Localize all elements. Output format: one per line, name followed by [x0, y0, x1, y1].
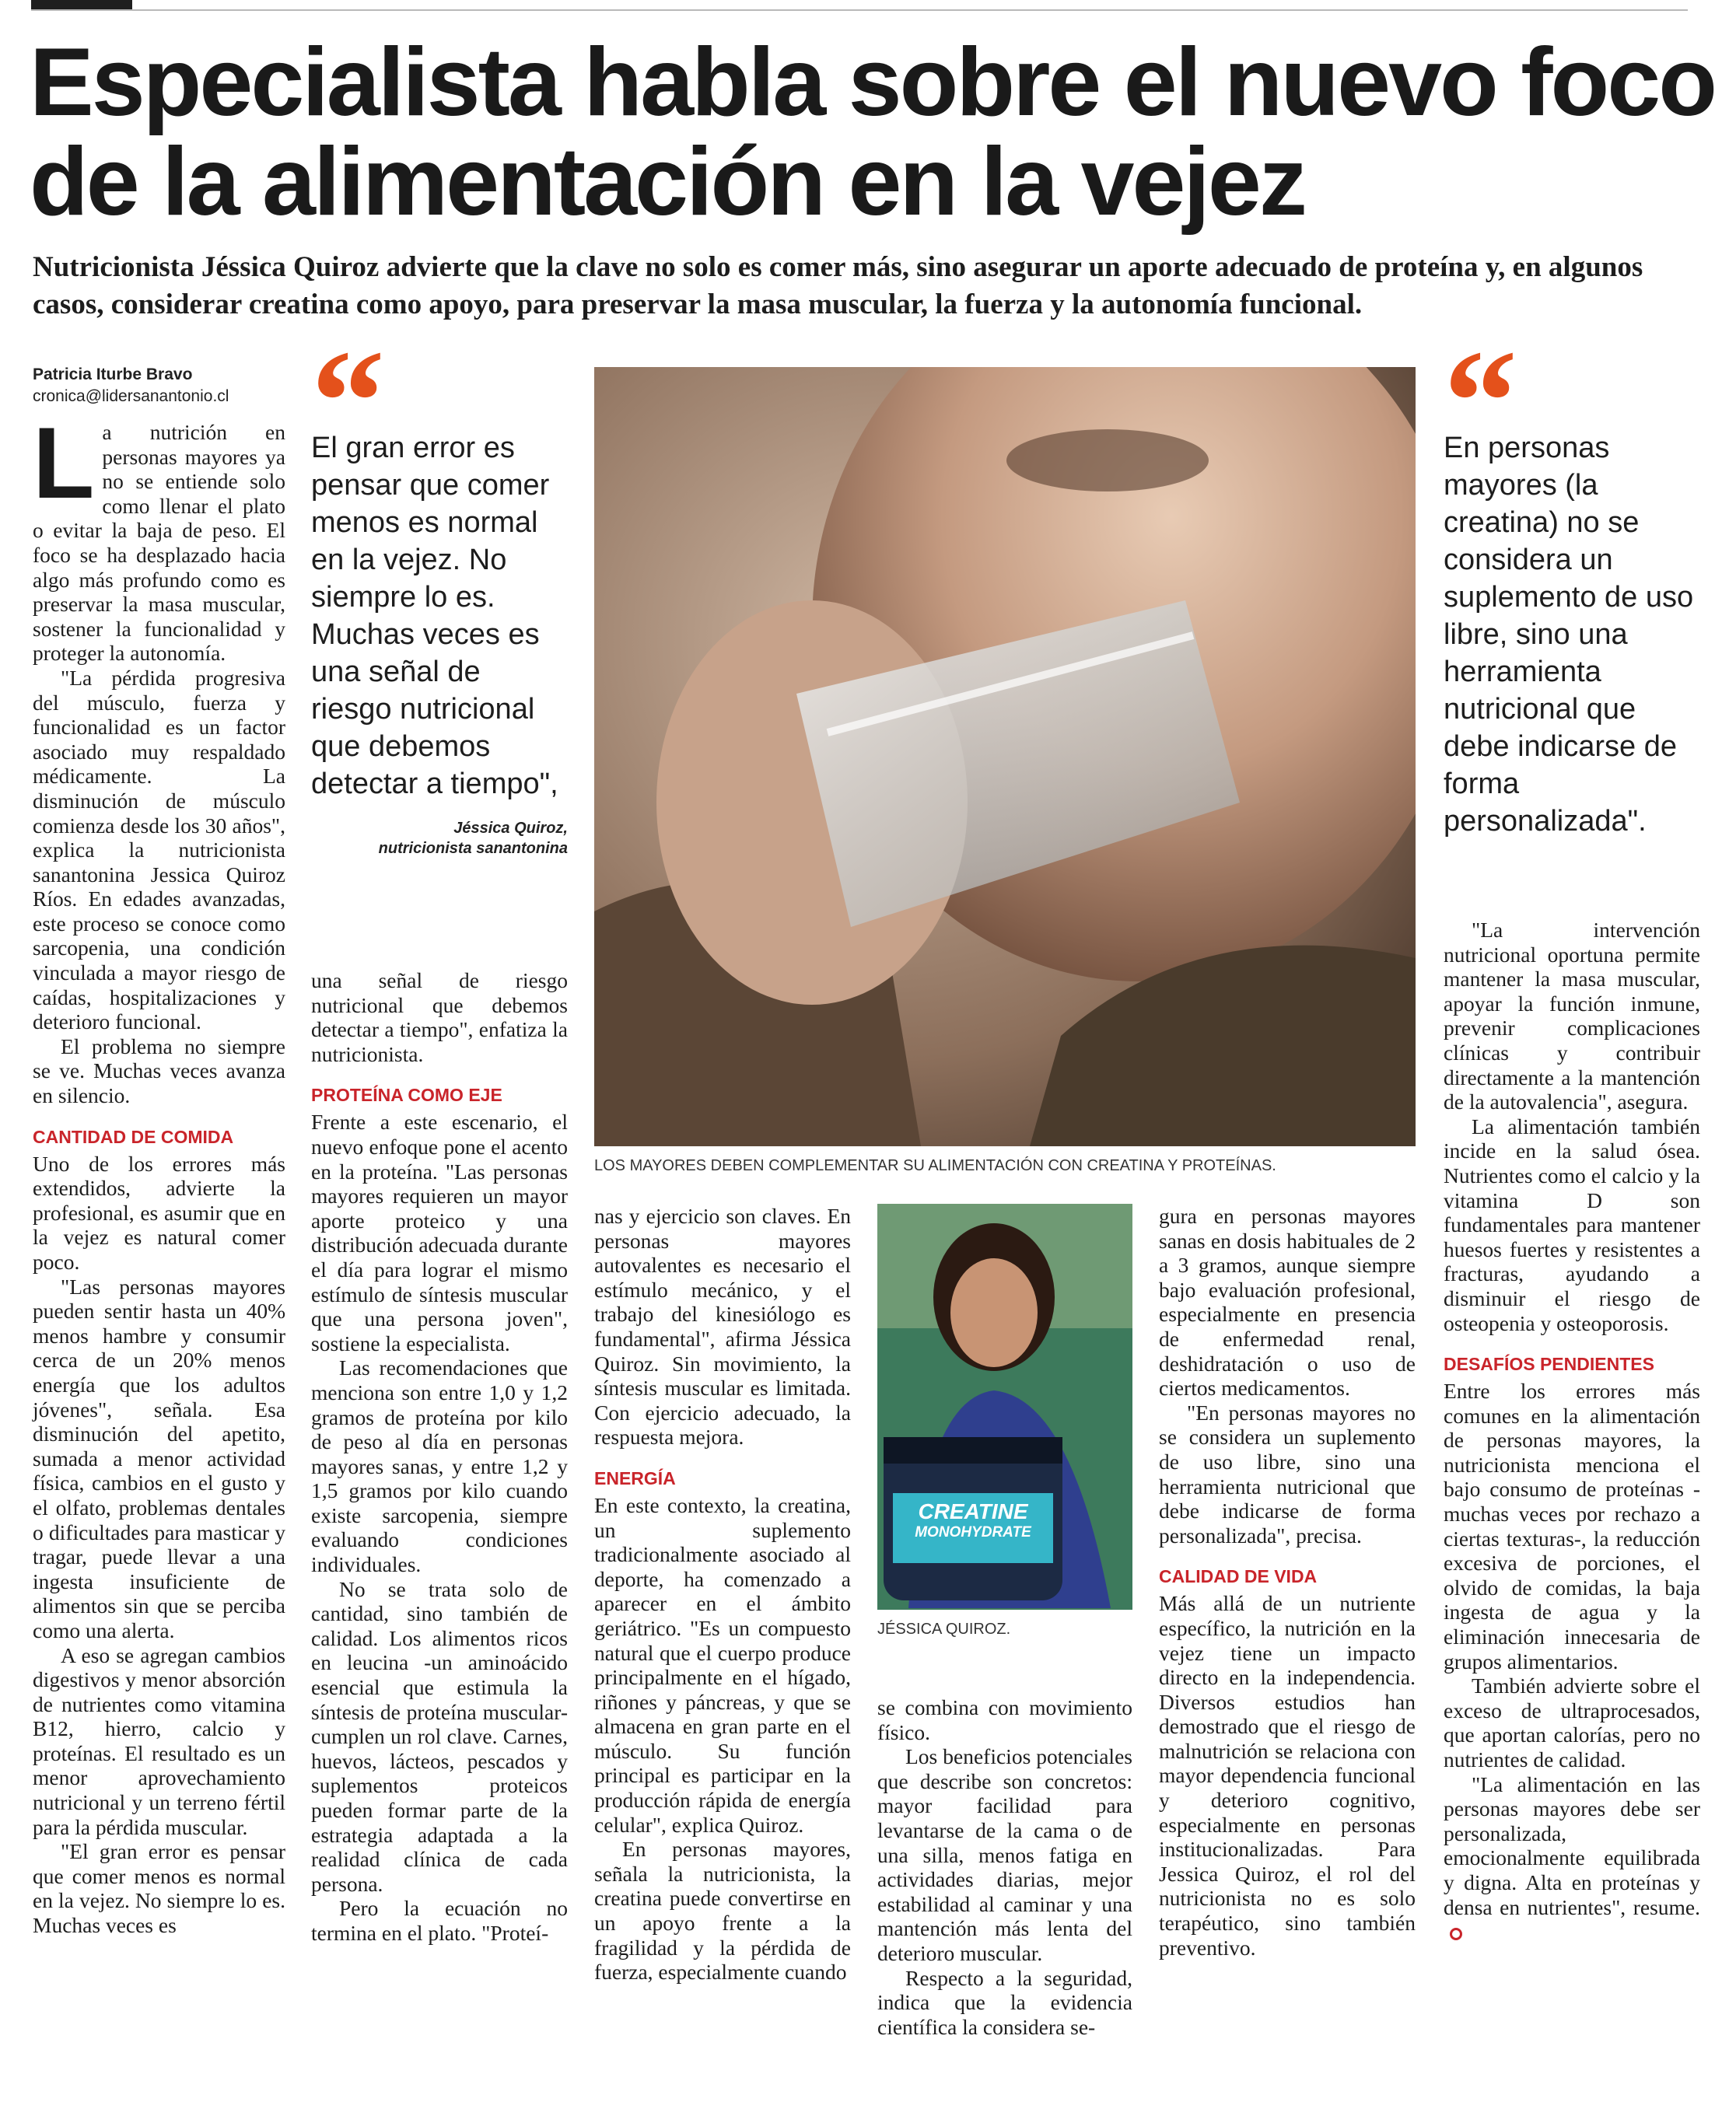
paragraph: nas y ejercicio son claves. En personas mayores autovalentes es necesario el estímulo mecánico, y el trabajo del kinesiólogo es fundamental", afirma Jéssica Quiroz. Sin movimiento, la síntesis muscular es limitada. Con ejercicio adecuado, la respuesta mejora. — [594, 1204, 851, 1450]
nutritionist-portrait-photo — [877, 1204, 1132, 1610]
column-4 — [877, 1695, 1132, 2039]
section-tab — [31, 0, 132, 9]
paragraph: También advierte sobre el exceso de ultraprocesados, que aportan calorías, pero no nutrientes de calidad. — [1444, 1674, 1700, 1771]
column-3 — [594, 1204, 851, 1985]
deck: Nutricionista Jéssica Quiroz advierte que la clave no solo es comer más, sino asegurar un aporte adecuado de proteína y, en algunos casos, considerar creatina como apoyo, para preservar la masa muscular, la fuerza y la autonomía funcional. — [33, 251, 1643, 320]
subheading-energia: ENERGÍA — [594, 1467, 676, 1488]
paragraph: "La alimentación en las personas mayores debe ser personalizada, emocionalmente equilibrada y digna. Alta en proteínas y densa en nutrientes", resume. — [1444, 1772, 1700, 1944]
column-2 — [311, 968, 568, 1946]
paragraph: Los beneficios potenciales que describe son concretos: mayor facilidad para levantarse de la cama o de una silla, menos fatiga en actividades diarias, mejor estabilidad al caminar y una mantención más lenta del deterioro muscular. — [877, 1744, 1132, 1965]
subheading-calidad: CALIDAD DE VIDA — [1159, 1566, 1318, 1587]
paragraph: "Las personas mayores pueden sentir hasta un 40% menos hambre y consumir cerca de un 20% menos energía que los adultos jóvenes", señala. Esa disminución del apetito, sumada a menor actividad física, cambios en el gusto y el olfato, problemas dentales o dificultades para masticar y tragar, puede llevar a una ingesta insuficiente de alimentos sin que se perciba como una alerta. — [33, 1274, 285, 1642]
author-name: Patricia Iturbe Bravo — [33, 365, 193, 383]
paragraph: Entre los errores más comunes en la alimentación de personas mayores, la nutricionista menciona el bajo consumo de proteínas -muchas veces por rechazo a ciertas texturas-, la reducción excesiva de porciones, el olvido de comidas, la baja ingesta de agua y la eliminación innecesaria de grupos alimentarios. — [1444, 1379, 1700, 1674]
top-rule — [31, 0, 1688, 11]
quote-mark-icon — [311, 352, 568, 429]
paragraph: En este contexto, la creatina, un suplemento tradicionalmente asociado al deporte, ha comenzado a aparecer en el ámbito geriátrico. "Es un compuesto natural que el cuerpo produce principalmente en el hígado, riñones y páncreas, y que se almacena en gran parte en el músculo. Su función principal es participar en la producción rápida de energía celular", explica Quiroz. — [594, 1492, 851, 1837]
column-5 — [1159, 1204, 1416, 1960]
paragraph: "La intervención nutricional oportuna permite mantener la masa muscular, apoyar la función inmune, prevenir complicaciones clínicas y contribuir directamente a la mantención de la autovalencia", asegura. — [1444, 918, 1700, 1114]
paragraph: Frente a este escenario, el nuevo enfoque pone el acento en la proteína. "Las personas mayores requieren un mayor aporte proteico y una distribución adecuada durante el día para lograr el mismo estímulo de síntesis muscular que una persona joven", sostiene la especialista. — [311, 1110, 568, 1355]
paragraph: Respecto a la seguridad, indica que la evidencia científica la considera se- — [877, 1965, 1132, 2039]
column-6 — [1444, 918, 1700, 1944]
end-mark-icon — [1450, 1928, 1462, 1940]
subheading-cantidad: CANTIDAD DE COMIDA — [33, 1126, 234, 1147]
paragraph: "La pérdida progresiva del músculo, fuerza y funcionalidad es un factor asociado muy respaldado médicamente. La disminución de músculo comienza desde los 30 años", explica la nutricionista sanantonina Jessica Quiroz Ríos. En edades avanzadas, este proceso se conoce como sarcopenia, una condición vinculada a mayor riesgo de caídas, hospitalizaciones y deterioro funcional. — [33, 665, 285, 1034]
paragraph: Más allá de un nutriente específico, la nutrición en la vejez tiene un impacto directo en la independencia. Diversos estudios han demostrado que el riesgo de malnutrición se relaciona con mayor dependencia funcional y deterioro cognitivo, especialmente en personas institucionalizadas. Para Jessica Quiroz, el rol del nutricionista no es solo terapéutico, sino también preventivo. — [1159, 1591, 1416, 1960]
paragraph: La alimentación también incide en la salud ósea. Nutrientes como el calcio y la vitamina D son fundamentales para mantener huesos fuertes y resistentes a fracturas, ayudando a disminuir el riesgo de osteopenia y osteoporosis. — [1444, 1114, 1700, 1335]
main-photo — [594, 367, 1416, 1146]
pull-quote-text: En personas mayores (la creatina) no se considera un suplemento de uso libre, sino una herramienta nutricional que debe indicarse de forma personalizada". — [1444, 432, 1694, 838]
subheading-desafios: DESAFÍOS PENDIENTES — [1444, 1354, 1654, 1375]
paragraph: A eso se agregan cambios digestivos y menor absorción de nutrientes como vitamina B12, hierro, calcio y proteínas. El resultado es un menor aprovechamiento nutricional y un terreno fértil para la pérdida muscular. — [33, 1642, 285, 1839]
portrait-caption: JÉSSICA QUIROZ. — [877, 1621, 1011, 1638]
drop-cap: L — [33, 406, 95, 519]
paragraph: gura en personas mayores sanas en dosis habituales de 2 a 3 gramos, aunque siempre bajo evaluación profesional, especialmente en presencia de enfermedad renal, deshidratación o uso de ciertos medicamentos. — [1159, 1204, 1416, 1401]
headline: Especialista habla sobre el nuevo foco de la alimentación en la vejez — [30, 29, 1715, 236]
jar-label: CREATINE MONOHYDRATE — [915, 1499, 1031, 1541]
main-photo-caption: LOS MAYORES DEBEN COMPLEMENTAR SU ALIMENTACIÓN CON CREATINA Y PROTEÍNAS. — [594, 1157, 1276, 1174]
paragraph: "En personas mayores no se considera un suplemento de uso libre, sino una herramienta nutricional que debe indicarse de forma personalizada", precisa. — [1159, 1400, 1416, 1548]
portrait-photo — [877, 1204, 1132, 1610]
paragraph: Uno de los errores más extendidos, advierte la profesional, es asumir que en la vejez es natural comer poco. — [33, 1151, 285, 1274]
elderly-man-drinking-photo — [594, 367, 1416, 1146]
pull-quote-text: El gran error es pensar que comer menos es normal en la vejez. No siempre lo es. Muchas veces es una señal de riesgo nutricional que debemos detectar a tiempo", — [311, 432, 558, 800]
byline — [33, 364, 282, 407]
quote-attribution: Jéssica Quiroz, nutricionista sanantonina — [378, 820, 568, 857]
paragraph: Las recomendaciones que menciona son entre 1,0 y 1,2 gramos de proteína por kilo de peso al día en personas mayores sanas, y entre 1,2 y 1,5 gramos por kilo cuando existe sarcopenia, siempre evaluando condiciones individuales. — [311, 1355, 568, 1577]
paragraph: No se trata solo de cantidad, sino también de calidad. Los alimentos ricos en leucina -un aminoácido esencial que estimula la síntesis de proteína muscular- cumplen un rol clave. Carnes, huevos, lácteos, pescados y suplementos proteicos pueden formar parte de la estrategia adaptada a la realidad clínica de cada persona. — [311, 1576, 568, 1896]
quote-mark-icon — [1444, 352, 1700, 429]
subheading-proteina: PROTEÍNA COMO EJE — [311, 1085, 502, 1106]
paragraph: "El gran error es pensar que comer menos es normal en la vejez. No siempre lo es. Muchas veces es — [33, 1839, 285, 1938]
pull-quote-2 — [1444, 352, 1700, 840]
pull-quote-1 — [311, 352, 568, 859]
author-email[interactable]: cronica@lidersanantonio.cl — [33, 387, 229, 405]
column-1 — [33, 406, 285, 1938]
paragraph: una señal de riesgo nutricional que debemos detectar a tiempo", enfatiza la nutricionista. — [311, 968, 568, 1066]
paragraph: se combina con movimiento físico. — [877, 1695, 1132, 1744]
paragraph: En personas mayores, señala la nutricionista, la creatina puede convertirse en un apoyo frente a la fragilidad y la pérdida de fuerza, especialmente cuando — [594, 1837, 851, 1985]
paragraph: El problema no siempre se ve. Muchas veces avanza en silencio. — [33, 1034, 285, 1108]
paragraph: Pero la ecuación no termina en el plato. "Proteí- — [311, 1896, 568, 1945]
paragraph: La nutrición en personas mayores ya no se entiende solo como llenar el plato o evitar la baja de peso. El foco se ha desplazado hacia algo más profundo como es preservar la masa muscular, sostener la funcionalidad y proteger la autonomía. — [33, 406, 285, 666]
